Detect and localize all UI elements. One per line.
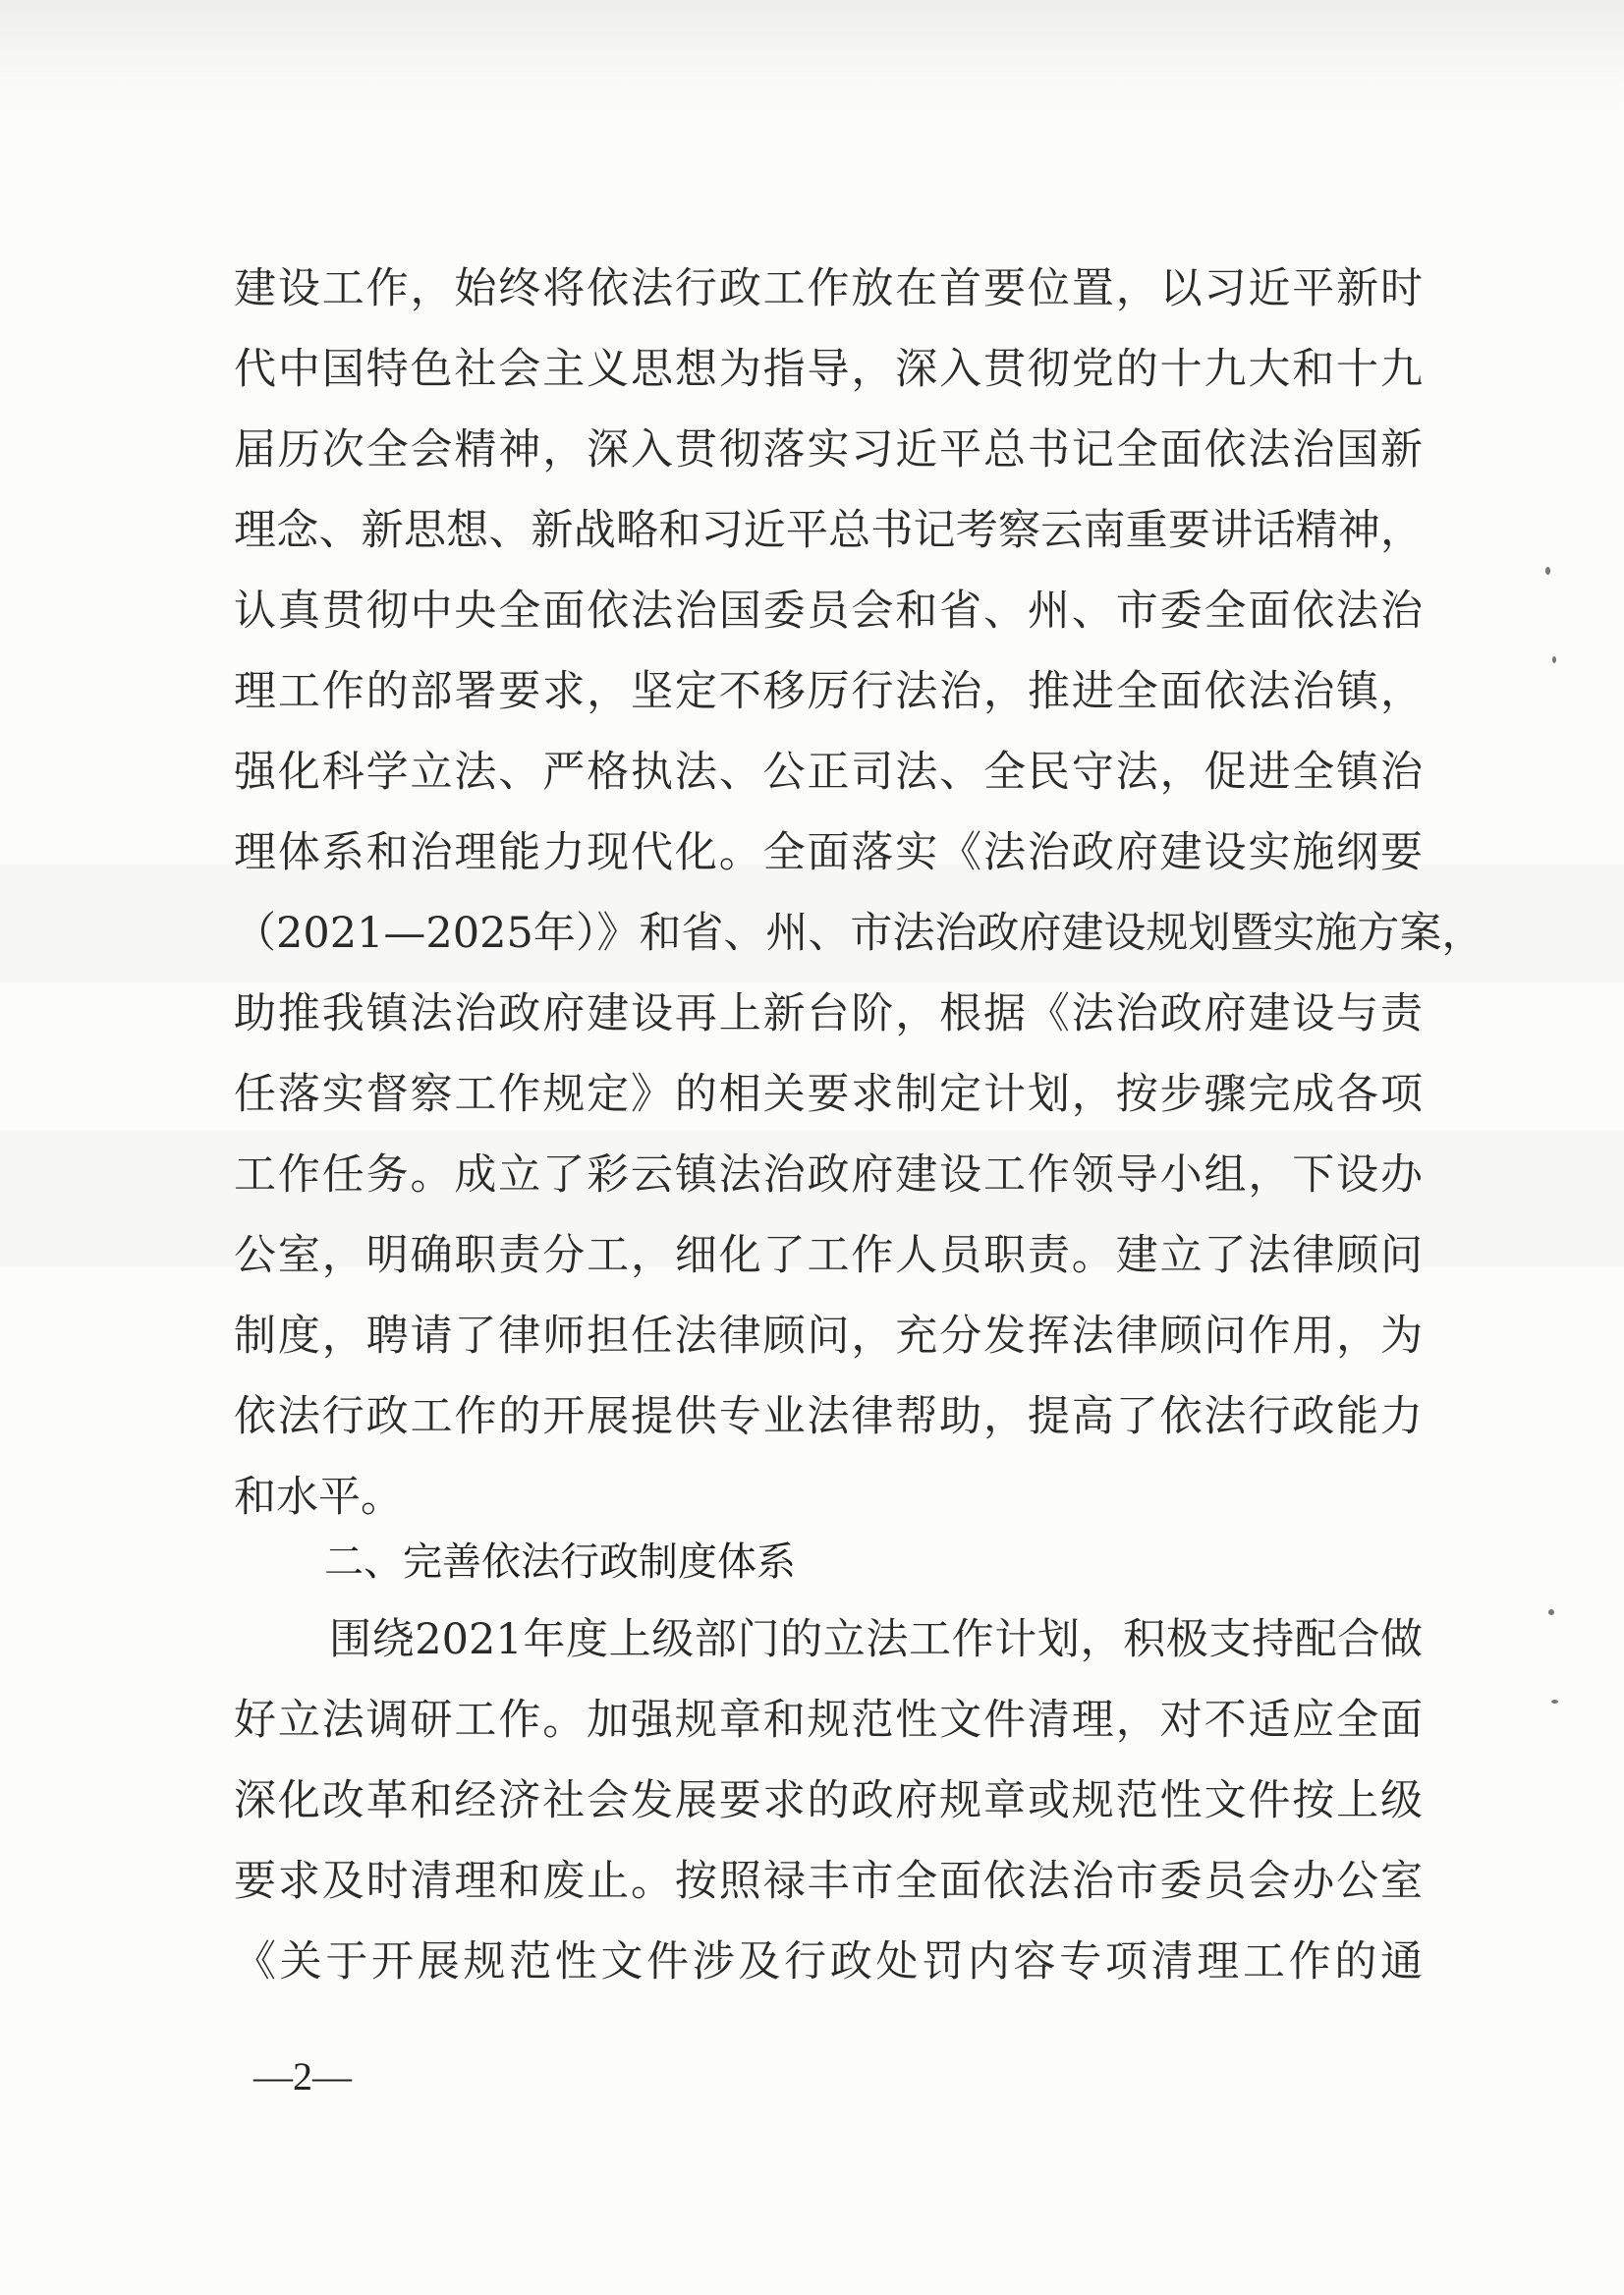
section-heading: 二、完善依法行政制度体系 (324, 1539, 796, 1585)
text-line: 理念、新思想、新战略和习近平总书记考察云南重要讲话精神， (234, 506, 1423, 555)
text-line: 《关于开展规范性文件涉及行政处罚内容专项清理工作的通 (234, 1937, 1423, 1987)
text-line: 公室，明确职责分工，细化了工作人员职责。建立了法律顾问 (234, 1231, 1423, 1280)
text-line: 认真贯彻中央全面依法治国委员会和省、州、市委全面依法治 (234, 587, 1423, 636)
text-line: 工作任务。成立了彩云镇法治政府建设工作领导小组，下设办 (234, 1150, 1423, 1200)
text-line: 建设工作，始终将依法行政工作放在首要位置，以习近平新时 (234, 264, 1423, 313)
text-line: 深化改革和经济社会发展要求的政府规章或规范性文件按上级 (234, 1776, 1423, 1825)
text-line: 届历次全会精神，深入贯彻落实习近平总书记全面依法治国新 (234, 425, 1423, 475)
text-line: 和水平。 (234, 1473, 403, 1522)
text-line: 助推我镇法治政府建设再上新台阶，根据《法治政府建设与责 (234, 989, 1423, 1038)
scan-speck (1548, 1609, 1554, 1615)
page-number: —2— (253, 2054, 352, 2099)
text-line: 任落实督察工作规定》的相关要求制定计划，按步骤完成各项 (234, 1070, 1423, 1119)
scan-speck (1551, 1700, 1558, 1704)
text-line: 围绕2021年度上级部门的立法工作计划，积极支持配合做 (329, 1615, 1423, 1664)
text-line: 好立法调研工作。加强规章和规范性文件清理，对不适应全面 (234, 1696, 1423, 1745)
text-line: 要求及时清理和废止。按照禄丰市全面依法治市委员会办公室 (234, 1857, 1423, 1906)
text-line: 制度，聘请了律师担任法律顾问，充分发挥法律顾问作用，为 (234, 1312, 1423, 1361)
scan-speck (1545, 567, 1550, 575)
text-line: 依法行政工作的开展提供专业法律帮助，提高了依法行政能力 (234, 1392, 1423, 1441)
text-line: 理工作的部署要求，坚定不移厉行法治，推进全面依法治镇， (234, 667, 1423, 716)
scan-speck (1552, 656, 1556, 663)
text-line: （2021—2025年）》和省、州、市法治政府建设规划暨实施方案， (234, 909, 1484, 958)
text-line: 理体系和治理能力现代化。全面落实《法治政府建设实施纲要 (234, 828, 1423, 877)
text-line: 强化科学立法、严格执法、公正司法、全民守法，促进全镇治 (234, 748, 1423, 797)
text-line: 代中国特色社会主义思想为指导，深入贯彻党的十九大和十九 (234, 345, 1423, 394)
